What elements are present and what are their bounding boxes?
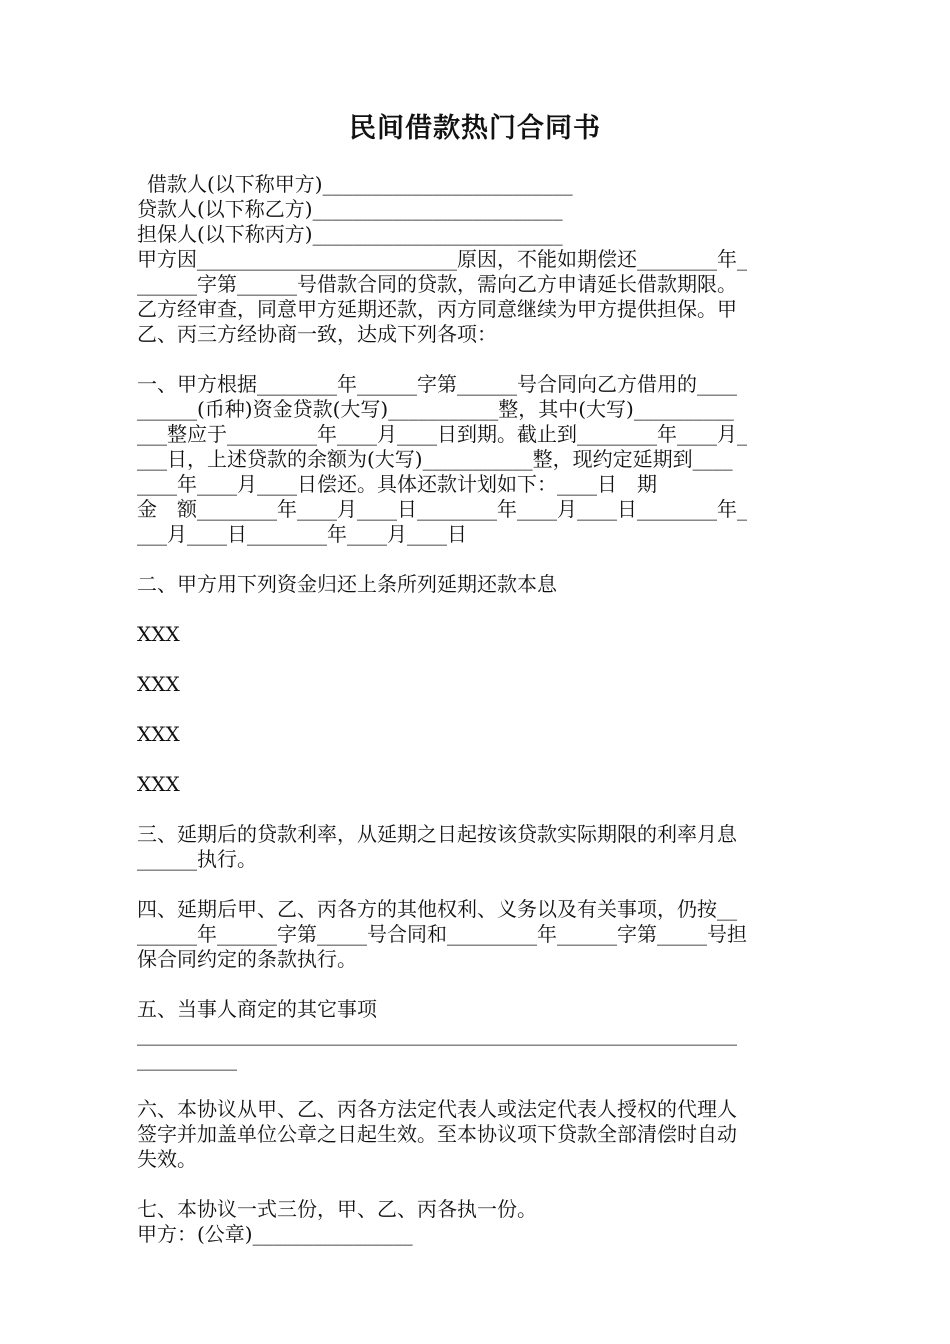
- clause-1-line: 金 额________年____月____日________年____月____日________年_: [137, 497, 747, 521]
- party-guarantor-line: 担保人(以下称丙方)_________________________: [137, 222, 563, 246]
- signature-party-a: 甲方：(公章)________________: [137, 1222, 413, 1246]
- spacer: [137, 1172, 817, 1197]
- clause-7-line: 七、本协议一式三份，甲、乙、丙各执一份。: [137, 1197, 537, 1221]
- clause-6-line: 失效。: [137, 1147, 197, 1171]
- xxx-item: XXX: [137, 672, 180, 696]
- preamble-line: ______字第______号借款合同的贷款，需向乙方申请延长借款期限。: [137, 272, 737, 296]
- spacer: [137, 347, 817, 372]
- clause-1-line: ______(币种)资金贷款(大写)___________整，其中(大写)__________: [137, 397, 734, 421]
- preamble-line: 甲方因__________________________原因，不能如期偿还________年_: [137, 247, 747, 271]
- clause-1-line: ___整应于_________年____月____日到期。截止到________年____月_: [137, 422, 747, 446]
- spacer: [137, 647, 817, 672]
- clause-1-line: ____年____月____日偿还。具体还款计划如下：____日 期: [137, 472, 657, 496]
- clause-1-line: ___月____日________年____月____日: [137, 522, 467, 546]
- clause-4-line: ______年______字第_____号合同和_________年______字第_____号担: [137, 922, 747, 946]
- page-title: 民间借款热门合同书: [349, 113, 601, 144]
- clause-1-line: 一、甲方根据________年______字第______号合同向乙方借用的____: [137, 372, 737, 396]
- preamble-line: 乙、丙三方经协商一致，达成下列各项：: [137, 322, 497, 346]
- contract-body: [137, 172, 817, 1247]
- clause-1-line: ___日，上述贷款的余额为(大写)___________整，现约定延期到____: [137, 447, 733, 471]
- spacer: [137, 797, 817, 822]
- clause-6-line: 签字并加盖单位公章之日起生效。至本协议项下贷款全部清偿时自动: [137, 1122, 737, 1146]
- clause-4-line: 四、延期后甲、乙、丙各方的其他权利、义务以及有关事项，仍按__: [137, 897, 737, 921]
- clause-5-line: 五、当事人商定的其它事项: [137, 997, 377, 1021]
- xxx-item: XXX: [137, 622, 180, 646]
- preamble-line: 乙方经审查，同意甲方延期还款，丙方同意继续为甲方提供担保。甲: [137, 297, 737, 321]
- spacer: [137, 872, 817, 897]
- party-borrower-line: 借款人(以下称甲方)_________________________: [147, 172, 573, 196]
- clause-3-line: ______执行。: [137, 847, 257, 871]
- spacer: [137, 697, 817, 722]
- clause-3-line: 三、延期后的贷款利率，从延期之日起按该贷款实际期限的利率月息: [137, 822, 737, 846]
- xxx-item: XXX: [137, 772, 180, 796]
- spacer: [137, 597, 817, 622]
- spacer: [137, 547, 817, 572]
- spacer: [137, 747, 817, 772]
- clause-6-line: 六、本协议从甲、乙、丙各方法定代表人或法定代表人授权的代理人: [137, 1097, 737, 1121]
- clause-2-line: 二、甲方用下列资金归还上条所列延期还款本息: [137, 572, 557, 596]
- spacer: [137, 1072, 817, 1097]
- clause-4-line: 保合同约定的条款执行。: [137, 947, 357, 971]
- party-lender-line: 贷款人(以下称乙方)_________________________: [137, 197, 563, 221]
- xxx-item: XXX: [137, 722, 180, 746]
- spacer: [137, 972, 817, 997]
- clause-5-blank-line: __________: [137, 1047, 237, 1071]
- clause-5-blank-line: ____________________________________________________________: [137, 1022, 737, 1046]
